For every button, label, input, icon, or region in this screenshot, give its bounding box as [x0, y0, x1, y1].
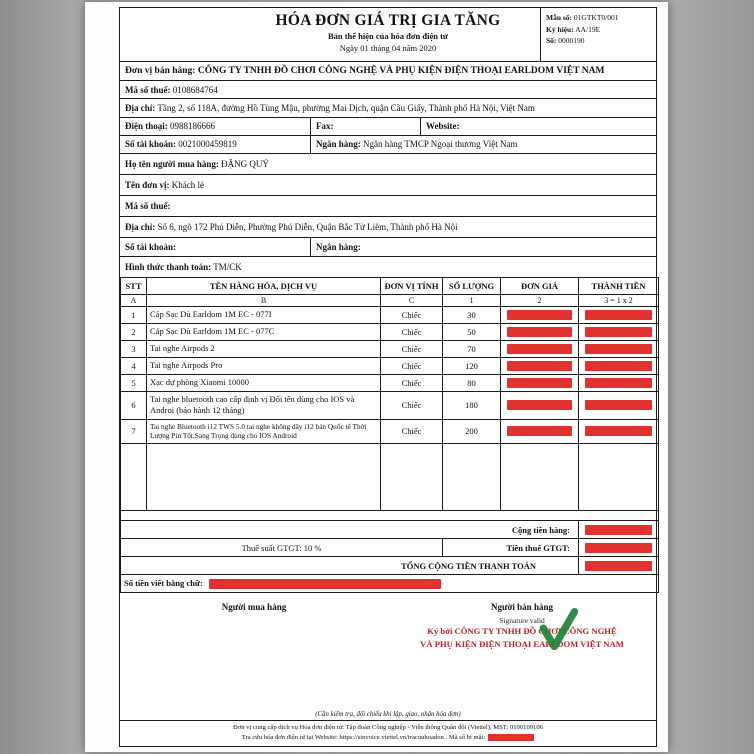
buyer-bank-label: Ngân hàng: [316, 241, 361, 252]
buyer-signature-title: Người mua hàng [221, 602, 287, 613]
form-number-label: Mẫu số: [546, 13, 573, 22]
item-row [121, 323, 659, 340]
seller-contact-row [120, 118, 656, 136]
item-qty: 200 [443, 419, 501, 444]
seller-bank-value: Ngân hàng TMCP Ngoại thương Việt Nam [363, 139, 518, 150]
redacted-subtotal [585, 525, 652, 535]
seller-fax-label: Fax: [316, 121, 334, 132]
redacted-unit-price [507, 378, 572, 388]
item-stt: 4 [121, 357, 147, 374]
seller-fax-cell [310, 118, 420, 135]
signature-valid-text: Signature valid [499, 616, 545, 626]
serial-value: AA/19E [575, 24, 601, 34]
seller-phone-value: 0988186666 [170, 121, 215, 132]
item-qty: 30 [443, 306, 501, 323]
seller-account-value: 0021000459819 [178, 139, 237, 150]
seller-address-value: Tầng 2, số 118A, đường Hồ Tùng Mậu, phường Mai Dịch, quận Cầu Giấy, Thành phố Hà Nội, Việt Nam [157, 102, 535, 113]
provider-line: Đơn vị cung cấp dịch vụ Hóa đơn điện tử: Tập đoàn Công nghiệp - Viễn thông Quân đội (Viettel), MST: 0100109106 [233, 724, 543, 732]
buyer-unit-label: Tên đơn vị: [125, 180, 170, 190]
buyer-tax-row [120, 196, 656, 217]
amount-in-words-cell [121, 575, 659, 593]
item-row [121, 391, 659, 419]
col-header-price: ĐƠN GIÁ [501, 277, 579, 294]
item-amount-cell [579, 340, 659, 357]
item-name: Cáp Sạc Dù Earldom 1M EC - 077C [147, 323, 381, 340]
signed-by-line1: Ký bởi CÔNG TY TNHH ĐỒ CHƠI CÔNG NGHỆ [427, 626, 617, 637]
seller-phone-label: Điện thoại: [125, 121, 168, 132]
item-unit: Chiếc [381, 419, 443, 444]
signed-by-line2: VÀ PHỤ KIỆN ĐIỆN THOẠI EARLDOM VIỆT NAM [420, 639, 624, 650]
form-number-line [546, 12, 652, 24]
item-amount-cell [579, 374, 659, 391]
vat-amount-label: Tiền thuế GTGT: [443, 539, 579, 557]
buyer-unit-value: Khách lẻ [171, 180, 204, 190]
invoice-number-line [546, 35, 652, 47]
item-name: Tai nghe Bluetooth i12 TWS 5.0 tai nghe không dây i12 bản Quốc tế Thời Lượng Pin Tốt,Sang Trọng dùng cho IOS Android [147, 419, 381, 444]
invoice-footer [120, 711, 656, 746]
buyer-signature-block [120, 602, 388, 651]
seller-bank-label: Ngân hàng: [316, 139, 361, 150]
item-name: Tai nghe bluetooth cao cấp định vị Đổi tên dùng cho IOS và Androi (bảo hành 12 tháng) [147, 391, 381, 419]
buyer-name-label: Họ tên người mua hàng: [125, 158, 219, 169]
buyer-account-label: Số tài khoản: [125, 241, 177, 252]
item-price-cell [501, 374, 579, 391]
payment-method-label: Hình thức thanh toán: [125, 261, 212, 272]
item-unit: Chiếc [381, 374, 443, 391]
seller-name-row [120, 62, 656, 81]
lookup-line: Tra cứu hóa đơn điện tử tại Website: https://sinvoice.viettel.vn/tracuuhoadon . Mã số bí mật: [241, 734, 486, 742]
invoice-subtitle: Bản thể hiện của hóa đơn điện tử [327, 31, 449, 41]
grand-total-cell [579, 557, 659, 575]
item-name: Cáp Sạc Dù Earldom 1M EC - 077I [147, 306, 381, 323]
items-table [120, 277, 659, 594]
seller-address-label: Địa chỉ: [125, 102, 156, 113]
buyer-account-row [120, 238, 656, 256]
item-name: Tai nghe Airpods 2 [147, 340, 381, 357]
seller-signature-block [388, 602, 656, 651]
vat-rate-label: Thuế suất GTGT: 10 % [121, 539, 443, 557]
subtotal-amount-cell [579, 521, 659, 539]
redacted-secret-code [488, 734, 534, 741]
redacted-unit-price [507, 426, 572, 436]
invoice-number-label: Số: [546, 36, 557, 46]
invoice-paper [85, 2, 668, 752]
empty-filler-row [121, 444, 659, 511]
serial-label: Ký hiệu: [546, 24, 574, 34]
seller-bank-cell [310, 136, 656, 153]
item-stt: 5 [121, 374, 147, 391]
item-row [121, 306, 659, 323]
item-amount-cell [579, 323, 659, 340]
subheader-b: B [147, 294, 381, 306]
item-qty: 180 [443, 391, 501, 419]
subheader-c: C [381, 294, 443, 306]
redacted-grand-total [585, 561, 652, 571]
form-number-value: 01GTKT0/001 [573, 13, 619, 22]
item-price-cell [501, 306, 579, 323]
empty-filler-row [121, 511, 659, 521]
subtotal-row [121, 521, 659, 539]
item-amount-cell [579, 357, 659, 374]
redacted-amount [585, 426, 652, 436]
item-amount-cell [579, 391, 659, 419]
col-header-amount: THÀNH TIỀN [579, 277, 659, 294]
amount-in-words-row [121, 575, 659, 593]
item-price-cell [501, 323, 579, 340]
item-qty: 80 [443, 374, 501, 391]
seller-signature-title: Người bán hàng [491, 602, 553, 613]
seller-account-label: Số tài khoản: [125, 139, 177, 150]
seller-tax-label: Mã số thuế: [125, 84, 171, 95]
col-header-stt: STT [121, 277, 147, 294]
grand-total-row [121, 557, 659, 575]
footer-box [120, 720, 656, 746]
redacted-amount [585, 310, 652, 320]
item-amount-cell [579, 419, 659, 444]
redacted-unit-price [507, 361, 572, 371]
item-unit: Chiếc [381, 340, 443, 357]
item-row [121, 340, 659, 357]
redacted-unit-price [507, 310, 572, 320]
invoice-document [119, 7, 657, 747]
buyer-address-label: Địa chỉ: [125, 222, 156, 233]
subheader-2: 2 [501, 294, 579, 306]
seller-phone-cell [120, 118, 310, 135]
seller-tax-row [120, 81, 656, 99]
invoice-number-value: 0000190 [558, 36, 585, 46]
item-stt: 6 [121, 391, 147, 419]
seller-address-row [120, 99, 656, 117]
buyer-unit-row [120, 175, 656, 196]
item-price-cell [501, 340, 579, 357]
subheader-1: 1 [443, 294, 501, 306]
subheader-3: 3 = 1 x 2 [579, 294, 659, 306]
redacted-amount [585, 378, 652, 388]
redacted-amount [585, 344, 652, 354]
vat-amount-cell [579, 539, 659, 557]
item-price-cell [501, 419, 579, 444]
buyer-tax-label: Mã số thuế: [125, 201, 171, 212]
amount-in-words-label: Số tiền viết bằng chữ: [124, 578, 203, 589]
subtotal-label: Cộng tiền hàng: [121, 521, 579, 539]
payment-method-value: TM/CK [213, 261, 242, 272]
item-stt: 3 [121, 340, 147, 357]
item-row [121, 374, 659, 391]
subheader-a: A [121, 294, 147, 306]
redacted-amount [585, 327, 652, 337]
signature-section [120, 602, 656, 651]
buyer-name-value: ĐẶNG QUÝ [221, 158, 269, 169]
items-header-row [121, 277, 659, 294]
col-header-unit: ĐƠN VỊ TÍNH [381, 277, 443, 294]
payment-method-row [120, 257, 656, 277]
redacted-amount [585, 361, 652, 371]
seller-name-label: Đơn vị bán hàng: [125, 65, 196, 76]
redacted-unit-price [507, 344, 572, 354]
invoice-date: Ngày 01 tháng 04 năm 2020 [339, 43, 437, 53]
item-stt: 2 [121, 323, 147, 340]
item-unit: Chiếc [381, 306, 443, 323]
item-qty: 70 [443, 340, 501, 357]
item-stt: 1 [121, 306, 147, 323]
seller-account-cell [120, 136, 310, 153]
item-stt: 7 [121, 419, 147, 444]
items-subheader-row [121, 294, 659, 306]
lookup-line-row [123, 733, 653, 743]
grand-total-label: TỔNG CỘNG TIỀN THANH TOÁN [121, 557, 579, 575]
item-amount-cell [579, 306, 659, 323]
buyer-address-row [120, 217, 656, 238]
item-qty: 50 [443, 323, 501, 340]
redacted-unit-price [507, 327, 572, 337]
vat-row [121, 539, 659, 557]
serial-line [546, 24, 652, 36]
col-header-name: TÊN HÀNG HÓA, DỊCH VỤ [147, 277, 381, 294]
invoice-header [120, 8, 656, 62]
seller-website-label: Website: [426, 121, 460, 132]
seller-tax-value: 0108684764 [172, 84, 218, 95]
buyer-address-value: Số 6, ngõ 172 Phú Diễn, Phường Phú Diễn, Quận Bắc Từ Liêm, Thành phố Hà Nội [157, 222, 458, 233]
redacted-vat-amount [585, 543, 652, 553]
item-unit: Chiếc [381, 323, 443, 340]
redacted-amount-in-words [209, 579, 441, 589]
item-unit: Chiếc [381, 391, 443, 419]
seller-website-cell [420, 118, 656, 135]
item-qty: 120 [443, 357, 501, 374]
seller-account-row [120, 136, 656, 154]
item-price-cell [501, 357, 579, 374]
item-row [121, 357, 659, 374]
item-price-cell [501, 391, 579, 419]
seller-name-value: CÔNG TY TNHH ĐỒ CHƠI CÔNG NGHỆ VÀ PHỤ KIỆN ĐIỆN THOẠI EARLDOM VIỆT NAM [197, 65, 605, 76]
item-name: Xạc dự phòng Xiaomi 10000 [147, 374, 381, 391]
item-name: Tai nghe Airpods Pro [147, 357, 381, 374]
item-unit: Chiếc [381, 357, 443, 374]
redacted-unit-price [507, 400, 572, 410]
buyer-account-cell [120, 238, 310, 255]
redacted-amount [585, 400, 652, 410]
col-header-qty: SỐ LƯỢNG [443, 277, 501, 294]
signature-check-icon [536, 606, 580, 654]
invoice-title: HÓA ĐƠN GIÁ TRỊ GIA TĂNG [275, 12, 501, 29]
buyer-name-row [120, 154, 656, 175]
item-row [121, 419, 659, 444]
buyer-bank-cell [310, 238, 656, 255]
check-note: (Cần kiểm tra, đối chiếu khi lập, giao, nhận hóa đơn) [315, 711, 461, 719]
invoice-meta-box [540, 8, 656, 61]
